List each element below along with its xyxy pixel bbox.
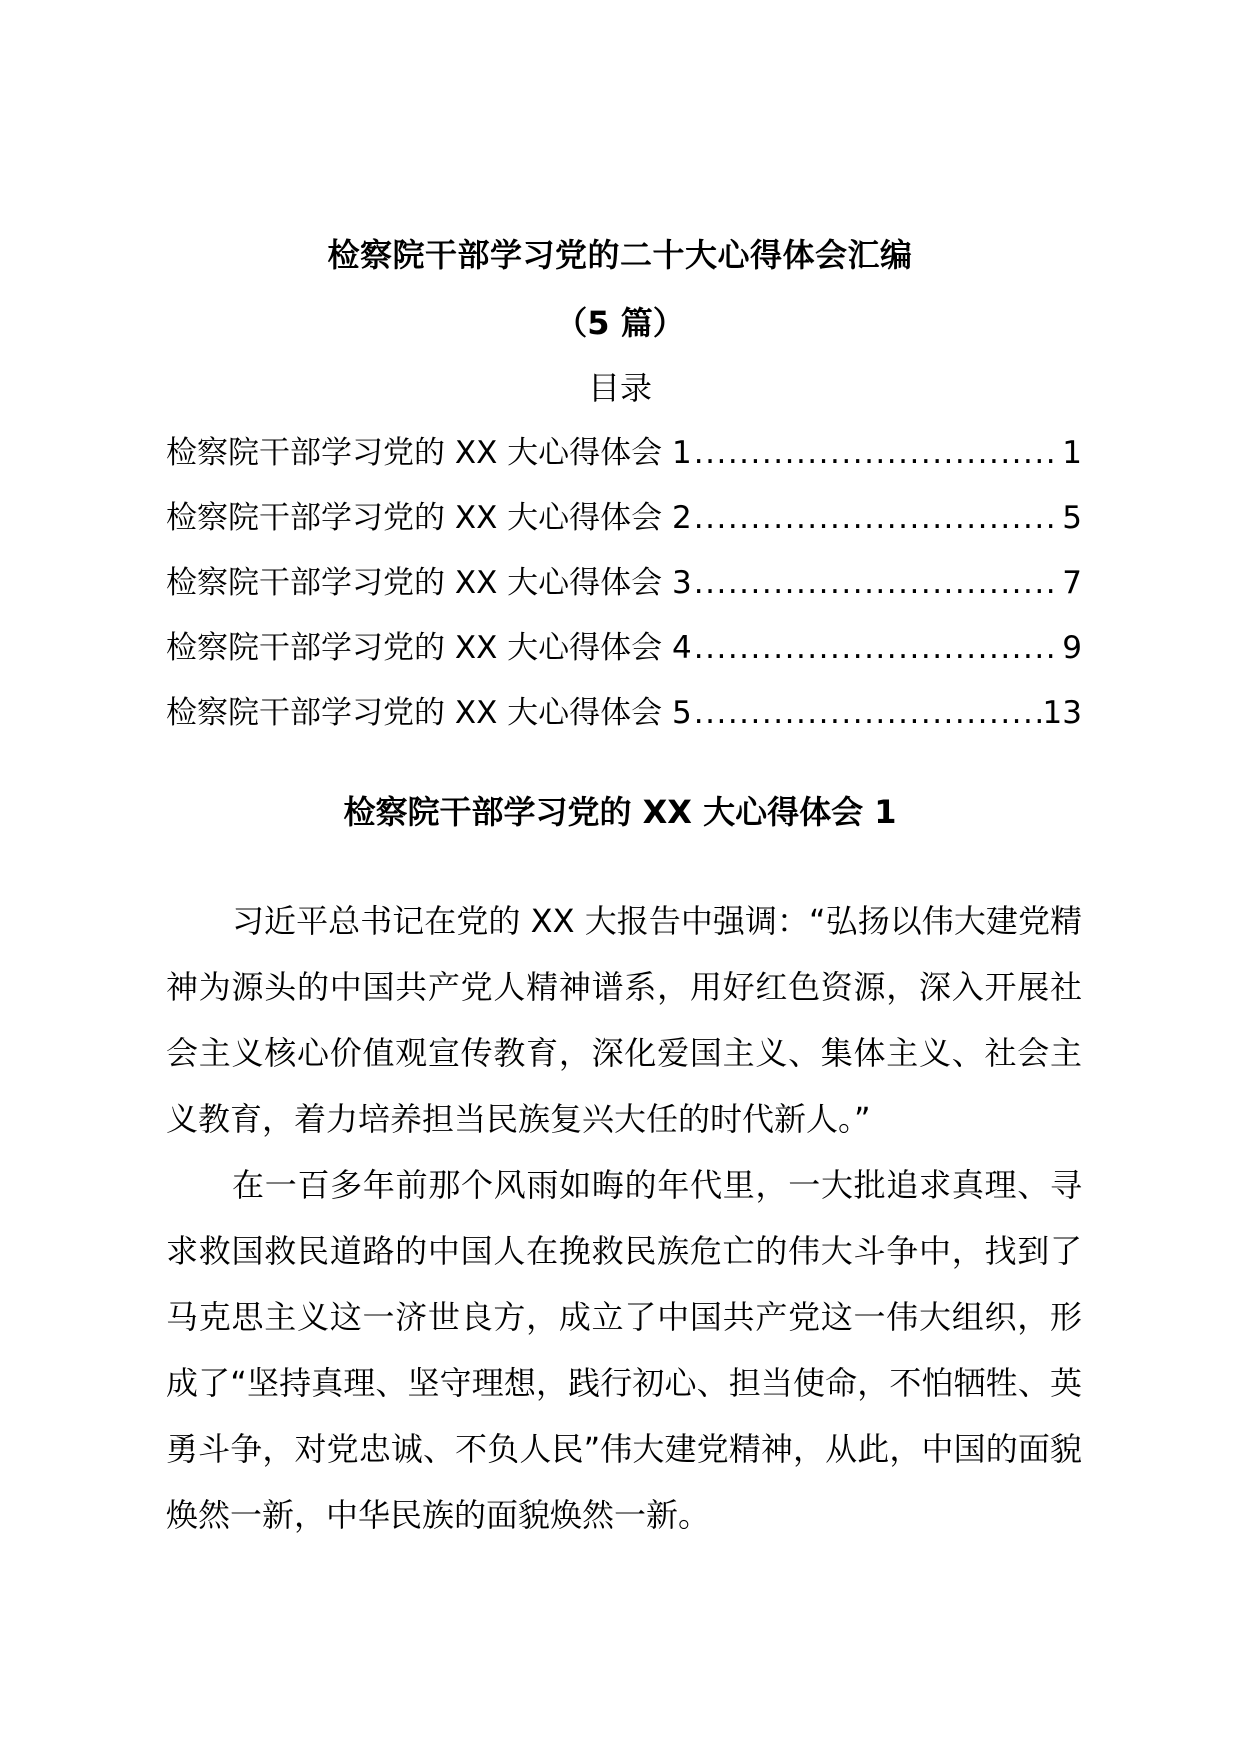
toc-entry[interactable] (166, 496, 1082, 561)
toc-entry-title: 检察院干部学习党的 XX 大心得体会 1 (166, 435, 692, 471)
toc-dot-leader (694, 561, 1061, 605)
toc-heading: 目录 (587, 369, 652, 407)
toc-dot-leader (694, 431, 1061, 475)
toc-dot-leader (694, 496, 1061, 540)
table-of-contents (166, 431, 1082, 756)
body-paragraph: 习近平总书记在党的 XX 大报告中强调：“弘扬以伟大建党精神为源头的中国共产党人精神谱系，用好红色资源，深入开展社会主义核心价值观宣传教育，深化爱国主义、集体主义、社会主义教育，着力培养担当民族复兴大任的时代新人。” (166, 902, 1082, 1138)
toc-entry[interactable] (166, 691, 1082, 756)
toc-entry-page: 9 (1062, 630, 1082, 666)
toc-entry-page: 1 (1062, 435, 1082, 471)
toc-entry[interactable] (166, 561, 1082, 626)
toc-dot-leader (694, 626, 1061, 670)
body-paragraph: 在一百多年前那个风雨如晦的年代里，一大批追求真理、寻求救国救民道路的中国人在挽救民族危亡的伟大斗争中，找到了马克思主义这一济世良方，成立了中国共产党这一伟大组织，形成了“坚持真理、坚守理想，践行初心、担当使命，不怕牺牲、英勇斗争，对党忠诚、不负人民”伟大建党精神，从此，中国的面貌焕然一新，中华民族的面貌焕然一新。 (166, 1166, 1082, 1534)
toc-entry-page: 13 (1042, 695, 1082, 731)
section-title: 检察院干部学习党的 XX 大心得体会 1 (343, 793, 897, 831)
toc-entry[interactable] (166, 626, 1082, 691)
toc-entry-title: 检察院干部学习党的 XX 大心得体会 2 (166, 500, 692, 536)
toc-entry-page: 5 (1062, 500, 1082, 536)
toc-entry-title: 检察院干部学习党的 XX 大心得体会 3 (166, 565, 692, 601)
toc-entry-title: 检察院干部学习党的 XX 大心得体会 4 (166, 630, 692, 666)
toc-entry[interactable] (166, 431, 1082, 496)
section-body (166, 888, 1082, 1548)
document-subtitle: （5 篇） (555, 304, 685, 342)
toc-dot-leader (694, 691, 1041, 735)
toc-entry-title: 检察院干部学习党的 XX 大心得体会 5 (166, 695, 692, 731)
document-title: 检察院干部学习党的二十大心得体会汇编 (327, 236, 913, 274)
toc-entry-page: 7 (1062, 565, 1082, 601)
